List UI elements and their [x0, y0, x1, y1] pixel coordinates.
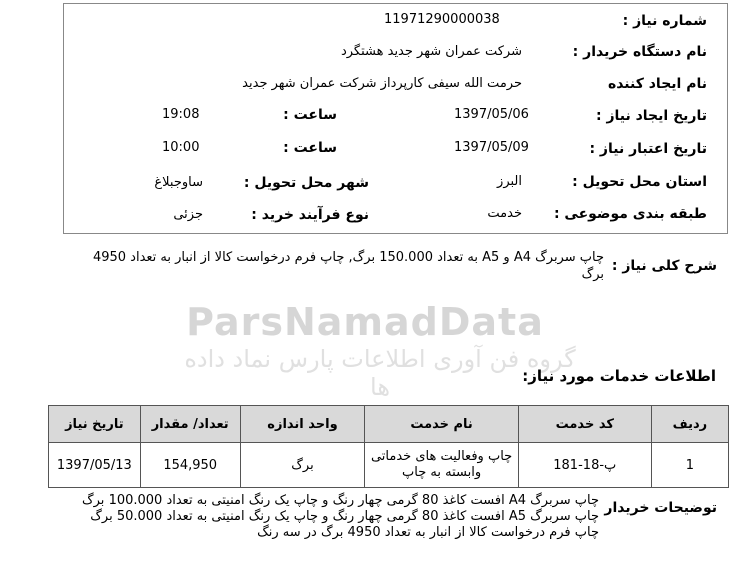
cell-date: 1397/05/13 [49, 443, 141, 488]
col-header-code: کد خدمت [518, 406, 651, 443]
col-header-unit: واحد اندازه [240, 406, 365, 443]
cell-name-line-1: چاپ وفعالیت های خدماتی [370, 449, 513, 464]
cell-code: پ-18-181 [518, 443, 651, 488]
province-value: البرز [497, 174, 522, 189]
buyer-notes-label: توضیحات خریدار [604, 500, 717, 516]
creator-value: حرمت الله سیفی کارپرداز شرکت عمران شهر جدید [242, 76, 522, 91]
buyer-label: نام دستگاه خریدار : [572, 44, 707, 60]
col-header-row: ردیف [651, 406, 728, 443]
category-label: طبقه بندی موضوعی : [553, 206, 707, 222]
province-label: استان محل تحویل : [572, 174, 707, 190]
buyer-note-line-2: چاپ سربرگ A5 افست کاغذ 80 گرمی چهار رنگ و چاپ یک رنگ امنیتی به تعداد 50.000 برگ [90, 509, 599, 524]
category-value: خدمت [487, 206, 522, 221]
created-time-label: ساعت : [283, 107, 337, 123]
validity-date-label: تاریخ اعتبار نیاز : [589, 141, 707, 157]
cell-row: 1 [651, 443, 728, 488]
created-date-value: 1397/05/06 [454, 107, 529, 122]
services-table [48, 405, 729, 488]
watermark-brand: ParsNamadData [186, 300, 544, 344]
buyer-note-line-1: چاپ سربرگ A4 افست کاغذ 80 گرمی چهار رنگ و چاپ یک رنگ امنیتی به تعداد 100.000 برگ [82, 493, 599, 508]
need-number-label: شماره نیاز : [622, 13, 707, 29]
city-label: شهر محل تحویل : [243, 175, 369, 191]
created-date-label: تاریخ ایجاد نیاز : [595, 108, 707, 124]
table-row [49, 443, 729, 488]
watermark-tagline: گروه فن آوری اطلاعات پارس نماد داده ها [184, 345, 576, 401]
summary-label: شرح کلی نیاز : [611, 258, 717, 274]
cell-name [365, 443, 519, 488]
validity-time-value: 10:00 [162, 140, 200, 155]
need-number-value: 11971290000038 [384, 12, 500, 27]
creator-label: نام ایجاد کننده [607, 76, 707, 92]
created-time-value: 19:08 [162, 107, 200, 122]
summary-text [44, 249, 604, 283]
services-title: اطلاعات خدمات مورد نیاز: [522, 367, 716, 385]
col-header-name: نام خدمت [365, 406, 519, 443]
cell-name-line-2: وابسته به چاپ [402, 465, 482, 480]
cell-qty: 154,950 [140, 443, 240, 488]
process-label: نوع فرآیند خرید : [251, 207, 369, 223]
col-header-qty: تعداد/ مقدار [140, 406, 240, 443]
cell-unit: برگ [240, 443, 365, 488]
validity-time-label: ساعت : [283, 140, 337, 156]
buyer-notes-text [39, 493, 599, 541]
summary-line-1: چاپ سربرگ A4 و A5 به تعداد 150.000 برگ, چاپ فرم درخواست کالا از انبار به تعداد 4950 [92, 250, 604, 265]
buyer-note-line-3: چاپ فرم درخواست کالا از انبار به تعداد 4950 برگ در سه رنگ [257, 525, 599, 540]
validity-date-value: 1397/05/09 [454, 140, 529, 155]
process-value: جزئی [173, 207, 203, 222]
city-value: ساوجبلاغ [154, 175, 203, 190]
table-header-row [49, 406, 729, 443]
summary-line-2: برگ [581, 267, 604, 282]
buyer-value: شرکت عمران شهر جدید هشتگرد [340, 44, 522, 59]
col-header-date: تاریخ نیاز [49, 406, 141, 443]
need-info-box [63, 3, 728, 234]
